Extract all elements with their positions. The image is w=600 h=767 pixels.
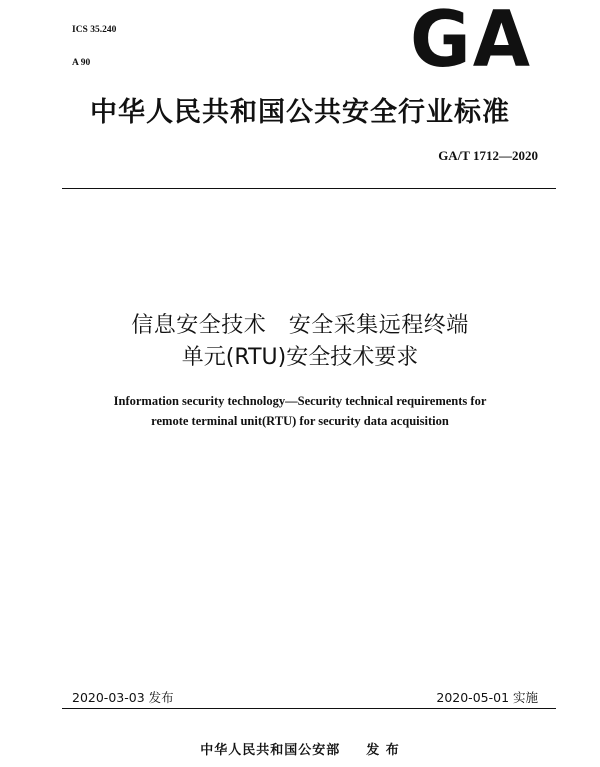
classification-codes	[72, 3, 116, 80]
title-cn-line1: 信息安全技术 安全采集远程终端	[131, 313, 469, 338]
publisher	[0, 739, 600, 758]
ga-logo: GA	[410, 0, 533, 85]
top-divider	[62, 188, 556, 189]
standard-number: GA/T 1712—2020	[438, 148, 538, 163]
title-en-line2: remote terminal unit(RTU) for security data acquisition	[151, 414, 449, 428]
publisher-action: 发 布	[366, 743, 400, 758]
issue-date: 2020-03-03 发布	[72, 690, 174, 705]
ccs-code: A 90	[72, 58, 91, 68]
title-en-line1: Information security technology—Security technical requirements for	[113, 394, 487, 408]
implementation-date: 2020-05-01 实施	[436, 690, 538, 705]
publisher-name: 中华人民共和国公安部	[200, 743, 341, 758]
bottom-divider	[62, 708, 556, 709]
ics-code: ICS 35.240	[72, 25, 117, 35]
issuer-title: 中华人民共和国公共安全行业标准	[90, 97, 510, 128]
title-cn-line2: 单元(RTU)安全技术要求	[181, 345, 419, 370]
